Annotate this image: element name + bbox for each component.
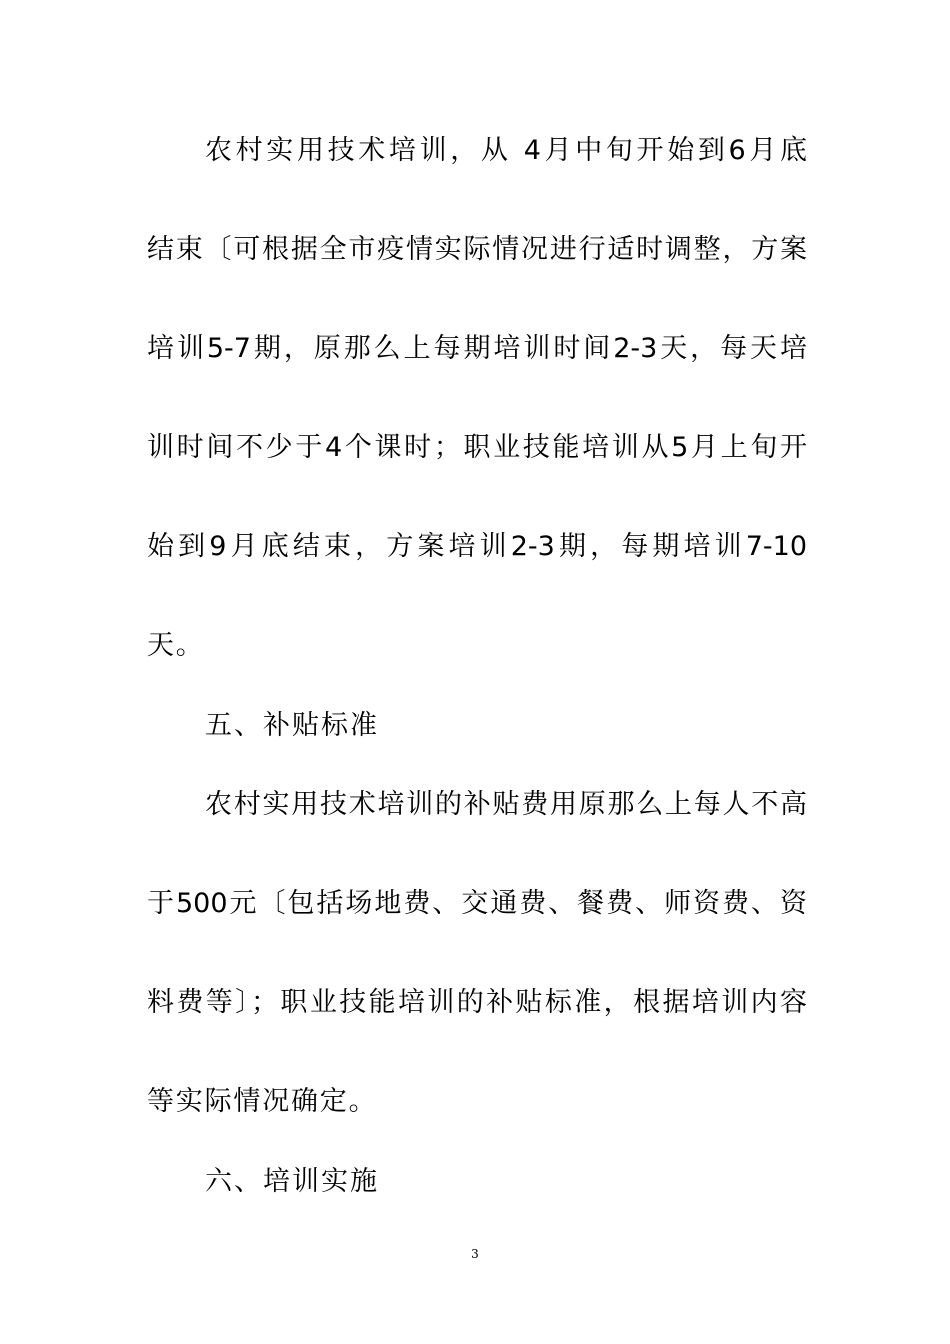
paragraph-training-schedule-line-3: 培训5-7期，原那么上每期培训时间2-3天，每天培 [147, 333, 807, 364]
paragraph-subsidy-line-4: 等实际情况确定。 [147, 1086, 378, 1117]
paragraph-subsidy-line-1: 农村实用技术培训的补贴费用原那么上每人不高 [205, 789, 807, 820]
paragraph-training-schedule-line-4: 训时间不少于4个课时；职业技能培训从5月上旬开 [147, 432, 807, 463]
paragraph-training-schedule-line-5: 始到9月底结束，方案培训2-3期，每期培训7-10 [147, 531, 807, 562]
paragraph-training-schedule-line-1: 农村实用技术培训，从 4月中旬开始到6月底 [205, 135, 807, 166]
page-number: 3 [471, 1247, 479, 1261]
section-heading-subsidy-standard: 五、补贴标准 [205, 710, 379, 741]
paragraph-subsidy-line-3: 料费等〕；职业技能培训的补贴标准，根据培训内容 [147, 987, 807, 1018]
paragraph-training-schedule-line-6: 天。 [147, 630, 205, 661]
section-heading-training-implementation: 六、培训实施 [205, 1166, 379, 1197]
paragraph-subsidy-line-2: 于500元〔包括场地费、交通费、餐费、师资费、资 [147, 888, 807, 919]
paragraph-training-schedule-line-2: 结束〔可根据全市疫情实际情况进行适时调整，方案 [147, 234, 807, 265]
